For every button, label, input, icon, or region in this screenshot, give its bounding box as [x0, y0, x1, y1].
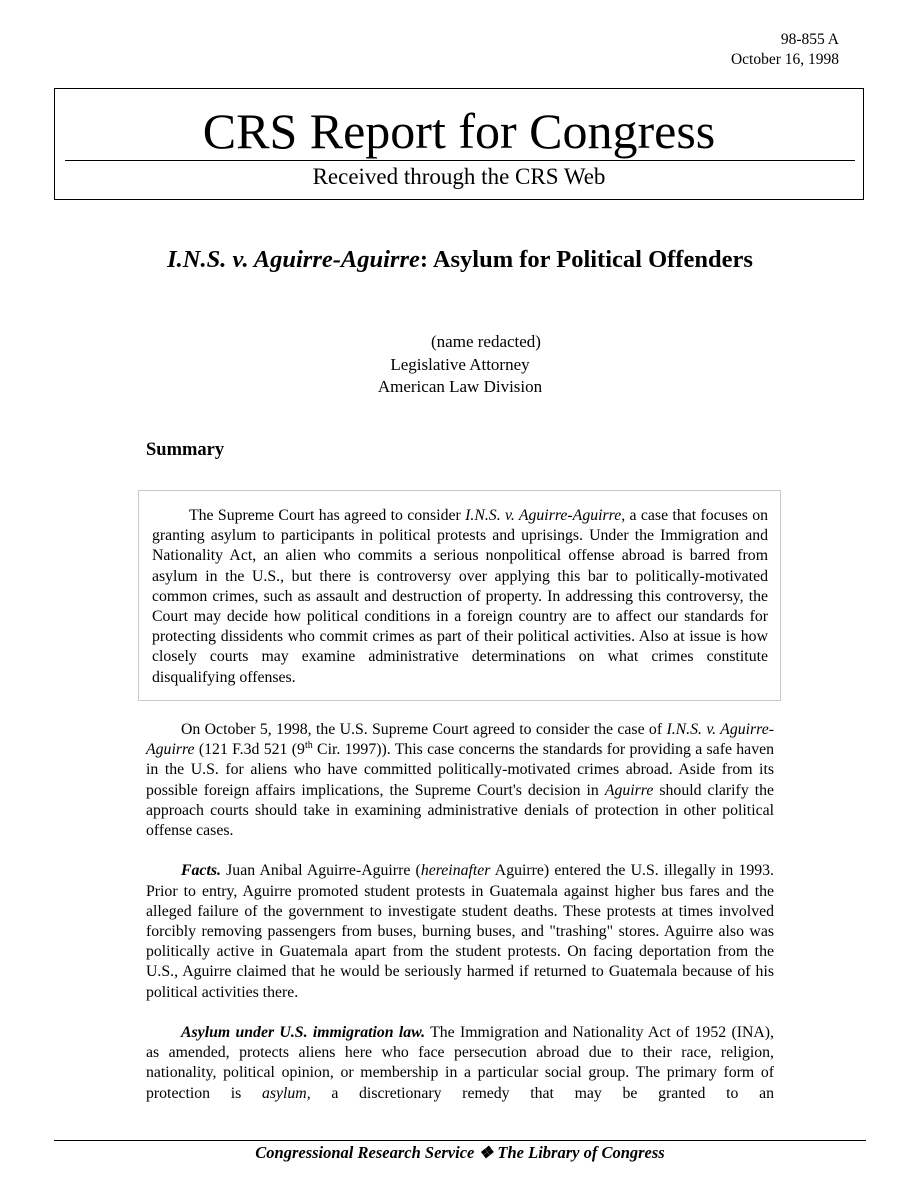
- body-paragraph-facts: [146, 861, 774, 1002]
- footer-separator-icon: ❖: [478, 1143, 494, 1162]
- author-division: American Law Division: [377, 377, 543, 396]
- p3-text-1: The Immigration and Nationality Act of 1952 (INA), as amended, protects aliens here who face persecution abroad due to their race, religion, nationality, political opinion, or membership in a particular social group. The primary form of protection is: [146, 1024, 774, 1102]
- footer-divider: [54, 1140, 866, 1141]
- p1-text-4: should clarify the approach courts should take in examining administrative denials of protection in other political offense cases.: [146, 781, 775, 840]
- summary-text-2: a case that focuses on granting asylum to participants in political protests and uprisings. Under the Immigration and Nationality Act, an alien who commits a serious nonpolitical offense abroad is barred from asylum in the U.S., but there is controversy over applying this bar to politically-motivated common crimes, such as assault and destruction of property. In addressing this controversy, the Court may decide how political conditions in a foreign country are to affect our standards for protecting dissidents who commit crimes as part of their political activities. Also at issue is how closely courts may examine administrative determinations on what crimes constitute disqualifying offenses.: [152, 507, 768, 686]
- masthead-subtitle: Received through the CRS Web: [312, 164, 606, 189]
- masthead-title: CRS Report for Congress: [202, 103, 716, 159]
- body-paragraph-asylum: [146, 1023, 774, 1104]
- p1-short-case-name: Aguirre: [604, 781, 654, 799]
- report-date: October 16, 1998: [730, 51, 839, 68]
- p3-italic: asylum,: [261, 1084, 311, 1102]
- masthead-divider: [65, 160, 855, 161]
- p2-text-1: Juan Anibal Aguirre-Aguirre (: [220, 862, 421, 880]
- title-rest: : Asylum for Political Offenders: [419, 246, 753, 273]
- p1-text-3: Cir. 1997)). This case concerns the standards for providing a safe haven in the U.S. for aliens who have committed politically-motivated crimes abroad. Aside from its possible foreign affairs implications, the Supreme Court's decision in: [146, 741, 775, 799]
- p1-text-1: On October 5, 1998, the U.S. Supreme Court agreed to consider the case of: [181, 721, 667, 738]
- summary-text-1: The Supreme Court has agreed to consider: [189, 507, 466, 524]
- summary-case-name: I.N.S. v. Aguirre-Aguirre,: [465, 507, 626, 524]
- summary-heading: Summary: [146, 440, 225, 460]
- document-title: [146, 244, 774, 276]
- body-paragraph-intro: [146, 720, 774, 841]
- masthead: [54, 88, 864, 200]
- report-number: 98-855 A: [780, 31, 839, 48]
- p1-ordinal: th: [304, 740, 313, 752]
- summary-paragraph: [152, 506, 768, 688]
- p3-text-2: a discretionary remedy that may be granted to an: [310, 1084, 774, 1102]
- p2-lead-heading: Facts.: [181, 862, 221, 880]
- footer: [0, 1142, 920, 1164]
- author-block: [146, 331, 774, 399]
- author-position: Legislative Attorney: [390, 354, 530, 374]
- p3-lead-heading: Asylum under U.S. immigration law.: [181, 1024, 426, 1042]
- author-name: (name redacted): [431, 332, 541, 351]
- footer-right: The Library of Congress: [497, 1143, 665, 1162]
- p1-text-2: (121 F.3d 521 (9: [194, 741, 305, 759]
- p2-italic: hereinafter: [420, 862, 491, 880]
- title-case-name: I.N.S. v. Aguirre-Aguirre: [167, 246, 420, 273]
- summary-box: [138, 490, 781, 701]
- footer-left: Congressional Research Service: [255, 1143, 475, 1162]
- p2-text-2: Aguirre) entered the U.S. illegally in 1993. Prior to entry, Aguirre promoted student protests in Guatemala against higher bus fares and the alleged failure of the government to investigate student deaths. These protests at times involved forcibly removing passengers from buses, burning buses, and "trashing" stores. Aguirre also was politically active in Guatemala apart from the student protests. On facing deportation from the U.S., Aguirre claimed that he would be seriously harmed if returned to Guatemala because of his political activities there.: [146, 862, 775, 1001]
- p1-case-name: I.N.S. v. Aguirre-Aguirre: [146, 721, 774, 759]
- report-identifier: [731, 30, 839, 70]
- body-text: [146, 720, 774, 1124]
